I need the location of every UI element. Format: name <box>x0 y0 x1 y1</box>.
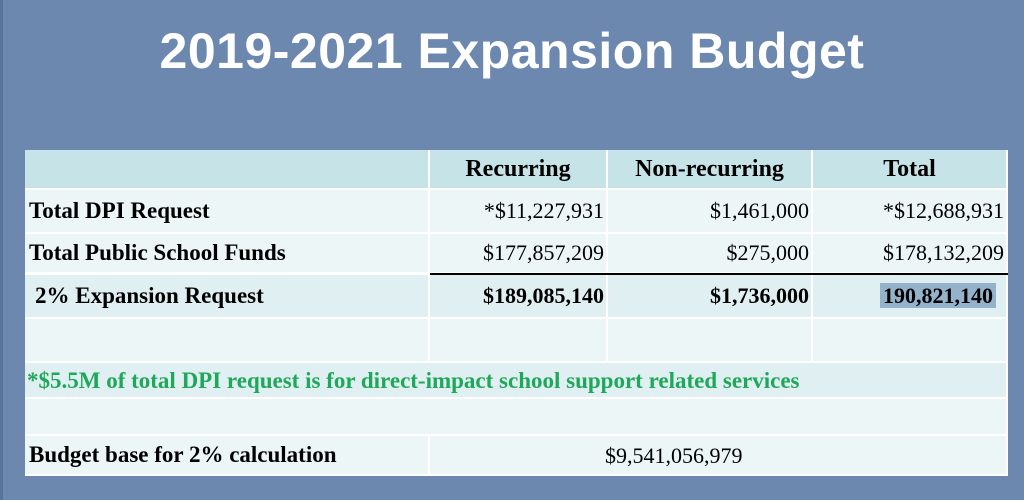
total-cell <box>813 234 1008 274</box>
table-row-empty <box>25 399 1008 436</box>
sum-divider-line <box>430 273 1008 275</box>
table-header-row <box>25 150 1008 190</box>
budget-base-value: $9,541,056,979 <box>605 443 743 468</box>
row-label: Total DPI Request <box>29 198 210 223</box>
row-label: Total Public School Funds <box>29 240 286 265</box>
total-value-highlight: 190,821,140 <box>880 283 996 308</box>
recurring-value: $189,085,140 <box>483 283 604 308</box>
non-recurring-value: $1,461,000 <box>710 198 809 223</box>
non-recurring-value: $275,000 <box>726 240 809 265</box>
total-cell <box>813 275 1008 319</box>
total-value: *$12,688,931 <box>883 198 1004 223</box>
footnote-text: *$5.5M of total DPI request is for direct-impact school support related services <box>27 368 800 393</box>
empty-cell <box>25 319 430 363</box>
total-value-wrapper <box>813 283 1006 309</box>
empty-cell <box>25 399 1008 436</box>
empty-cell <box>430 319 608 363</box>
total-cell <box>813 190 1008 234</box>
budget-base-label: Budget base for 2% calculation <box>29 442 337 467</box>
row-label-cell <box>25 190 430 234</box>
page-title: 2019-2021 Expansion Budget <box>159 23 865 79</box>
table-row-empty <box>25 319 1008 363</box>
recurring-value: $177,857,209 <box>483 240 604 265</box>
empty-cell <box>608 319 813 363</box>
header-cell-total <box>813 150 1008 190</box>
header-recurring: Recurring <box>465 155 571 182</box>
non-recurring-cell <box>608 234 813 274</box>
non-recurring-cell <box>608 190 813 234</box>
non-recurring-value: $1,736,000 <box>710 283 809 308</box>
recurring-cell <box>430 234 608 274</box>
empty-cell <box>813 319 1008 363</box>
header-non-recurring: Non-recurring <box>635 155 784 182</box>
note-row <box>25 363 1008 399</box>
row-label-cell <box>25 234 430 274</box>
row-label-cell <box>25 275 430 319</box>
header-cell-blank <box>25 150 430 190</box>
header-cell-non-recurring <box>608 150 813 190</box>
recurring-cell <box>430 275 608 319</box>
total-value: $178,132,209 <box>883 240 1004 265</box>
budget-base-row <box>25 436 1008 476</box>
recurring-value: *$11,227,931 <box>483 198 604 223</box>
base-label-cell <box>25 436 430 476</box>
header-cell-recurring <box>430 150 608 190</box>
recurring-cell <box>430 190 608 234</box>
table-row <box>25 190 1008 234</box>
non-recurring-cell <box>608 275 813 319</box>
row-label: 2% Expansion Request <box>35 283 264 308</box>
header-total: Total <box>883 155 936 182</box>
table-row <box>25 234 1008 274</box>
budget-table <box>25 150 1008 476</box>
table-row <box>25 275 1008 319</box>
